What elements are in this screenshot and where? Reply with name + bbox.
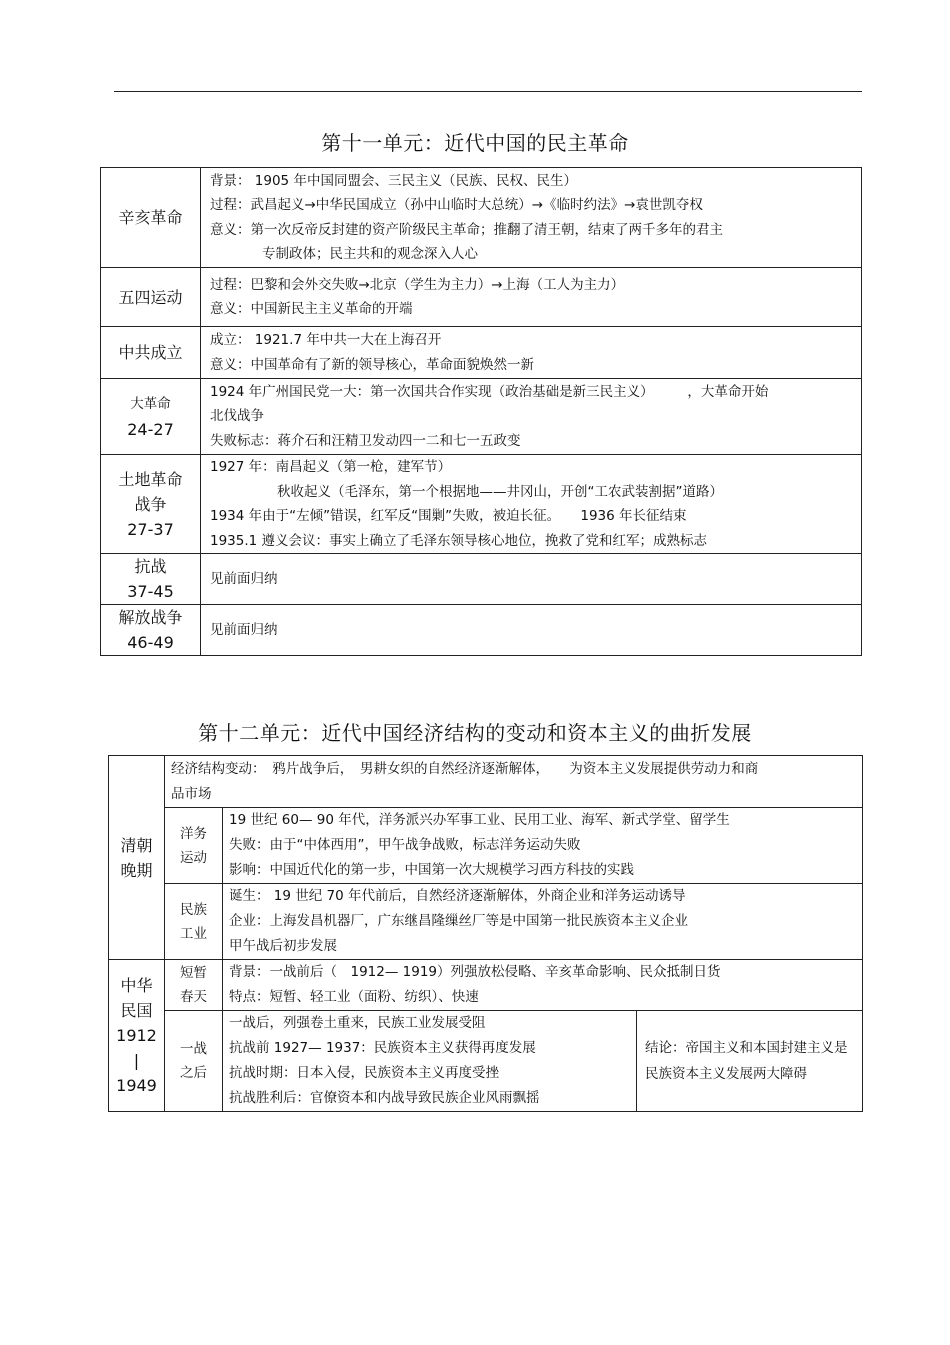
label-line: 洋务 <box>180 825 207 842</box>
row-label <box>101 455 201 554</box>
row-label <box>101 379 201 455</box>
label-line: 1912 <box>116 1026 157 1045</box>
text-line: 北伐战争 <box>210 408 264 425</box>
text-line: 见前面归纳 <box>210 621 278 638</box>
unit12-table <box>108 755 863 1112</box>
row-minzu <box>109 884 863 960</box>
text-line: 抗战时期：日本入侵，民族资本主义再度受挫 <box>229 1065 499 1081</box>
label-line: 抗战 <box>134 557 167 576</box>
label-line: 1949 <box>116 1076 157 1095</box>
unit11-table <box>100 167 862 656</box>
text-line: 意义：第一次反帝反封建的资产阶级民主革命；推翻了清王朝，结束了两千多年的君主 <box>210 221 723 238</box>
row-label-minguo <box>109 960 165 1112</box>
unit12-title: 第十二单元：近代中国经济结构的变动和资本主义的曲折发展 <box>198 721 752 745</box>
text-line: 影响：中国近代化的第一步，中国第一次大规模学习西方科技的实践 <box>229 862 634 878</box>
text-line: 甲午战后初步发展 <box>229 938 337 954</box>
label-line: 一战 <box>180 1041 207 1057</box>
text-line: 背景：一战前后（ 1912— 1919）列强放松侵略、辛亥革命影响、民众抵制日货 <box>229 964 721 980</box>
text-line: 背景： 1905 年中国同盟会、三民主义（民族、民权、民生） <box>210 172 577 189</box>
row-kangzhan <box>101 554 862 605</box>
row-yizhan <box>109 1011 863 1112</box>
row-label <box>101 605 201 656</box>
label-line: 民族 <box>180 901 207 918</box>
label-line: 46-49 <box>127 633 174 652</box>
row-chuntian <box>109 960 863 1011</box>
row-jiefang <box>101 605 862 656</box>
label-line: | <box>133 1051 140 1070</box>
text-line: 特点：短暂、轻工业（面粉、纺织）、快速 <box>229 989 479 1005</box>
text-line: 过程：巴黎和会外交失败→北京（学生为主力）→上海（工人为主力） <box>210 276 625 293</box>
row-wusi <box>101 268 862 327</box>
label-line: 春天 <box>180 989 207 1005</box>
row-xinhai <box>101 168 862 268</box>
text-line: 1934 年由于“左倾”错误，红军反“围剿”失败，被迫长征。 1936 年长征结束 <box>210 508 687 524</box>
unit11-title: 第十一单元：近代中国的民主革命 <box>321 131 629 155</box>
row-label-qing <box>109 756 165 960</box>
sub-label <box>165 884 223 960</box>
text-line: 1924 年广州国民党一大：第一次国共合作实现（政治基础是新三民主义） ，大革命开始 <box>210 383 769 400</box>
row-label: 五四运动 <box>101 268 201 327</box>
label-line: 民国 <box>120 1001 153 1020</box>
text-line: 见前面归纳 <box>210 570 278 587</box>
text-line: 专制政体；民主共和的观念深入人心 <box>262 246 478 262</box>
text-line: 1935.1 遵义会议：事实上确立了毛泽东领导核心地位，挽救了党和红军；成熟标志 <box>210 532 708 549</box>
sub-label <box>165 1011 223 1112</box>
row-yangwu <box>109 808 863 884</box>
label-line: 晚期 <box>120 860 153 880</box>
sub-label <box>165 808 223 884</box>
label-line: 大革命 <box>130 395 171 412</box>
top-rule <box>114 91 862 92</box>
label-line: 运动 <box>180 849 207 866</box>
label-line: 解放战争 <box>118 608 183 627</box>
row-econ <box>109 756 863 808</box>
text-line: 1927 年：南昌起义（第一枪，建军节） <box>210 459 452 475</box>
row-label: 中共成立 <box>101 327 201 379</box>
conclusion-cell <box>637 1011 863 1112</box>
label-line: 之后 <box>180 1065 207 1081</box>
sub-label <box>165 960 223 1011</box>
label-line: 战争 <box>134 494 167 514</box>
label-line: 土地革命 <box>118 469 183 489</box>
label-line: 27-37 <box>127 519 174 539</box>
text-line: 抗战前 1927— 1937：民族资本主义获得再度发展 <box>229 1040 536 1056</box>
row-label <box>101 554 201 605</box>
text-line: 诞生： 19 世纪 70 年代前后，自然经济逐渐解体，外商企业和洋务运动诱导 <box>229 888 686 904</box>
text-line: 经济结构变动： 鸦片战争后， 男耕女织的自然经济逐渐解体， 为资本主义发展提供劳动力和商 <box>171 760 759 777</box>
text-line: 失败：由于“中体西用”，甲午战争战败，标志洋务运动失败 <box>229 837 581 853</box>
text-line: 成立： 1921.7 年中共一大在上海召开 <box>210 332 442 348</box>
label-line: 37-45 <box>127 582 174 601</box>
label-line: 中华 <box>120 976 153 995</box>
text-line: 企业：上海发昌机器厂，广东继昌隆缫丝厂等是中国第一批民族资本主义企业 <box>229 913 688 929</box>
label-line: 短暂 <box>180 965 207 981</box>
text-line: 一战后，列强卷土重来，民族工业发展受阻 <box>229 1015 486 1031</box>
text-line: 秋收起义（毛泽东，第一个根据地——井冈山，开创“工农武装割据”道路） <box>277 483 723 500</box>
text-line: 过程：武昌起义→中华民国成立（孙中山临时大总统）→《临时约法》→袁世凯夺权 <box>210 197 703 213</box>
label-line: 工业 <box>180 925 207 942</box>
row-zhonggong <box>101 327 862 379</box>
row-label: 辛亥革命 <box>101 168 201 268</box>
row-dageming <box>101 379 862 455</box>
text-line: 失败标志：蒋介石和汪精卫发动四一二和七一五政变 <box>210 432 521 449</box>
text-line: 意义：中国新民主主义革命的开端 <box>210 301 413 317</box>
text-line: 19 世纪 60— 90 年代，洋务派兴办军事工业、民用工业、海军、新式学堂、留学生 <box>229 812 730 828</box>
text-line: 抗战胜利后：官僚资本和内战导致民族企业风雨飘摇 <box>229 1090 540 1106</box>
label-line: 清朝 <box>120 835 153 855</box>
label-line: 24-27 <box>127 419 174 439</box>
conclusion-text: 结论：帝国主义和本国封建主义是民族资本主义发展两大障碍 <box>645 1040 848 1082</box>
row-tudigeming <box>101 455 862 554</box>
text-line: 意义：中国革命有了新的领导核心，革命面貌焕然一新 <box>210 356 534 373</box>
text-line: 品市场 <box>171 785 212 802</box>
